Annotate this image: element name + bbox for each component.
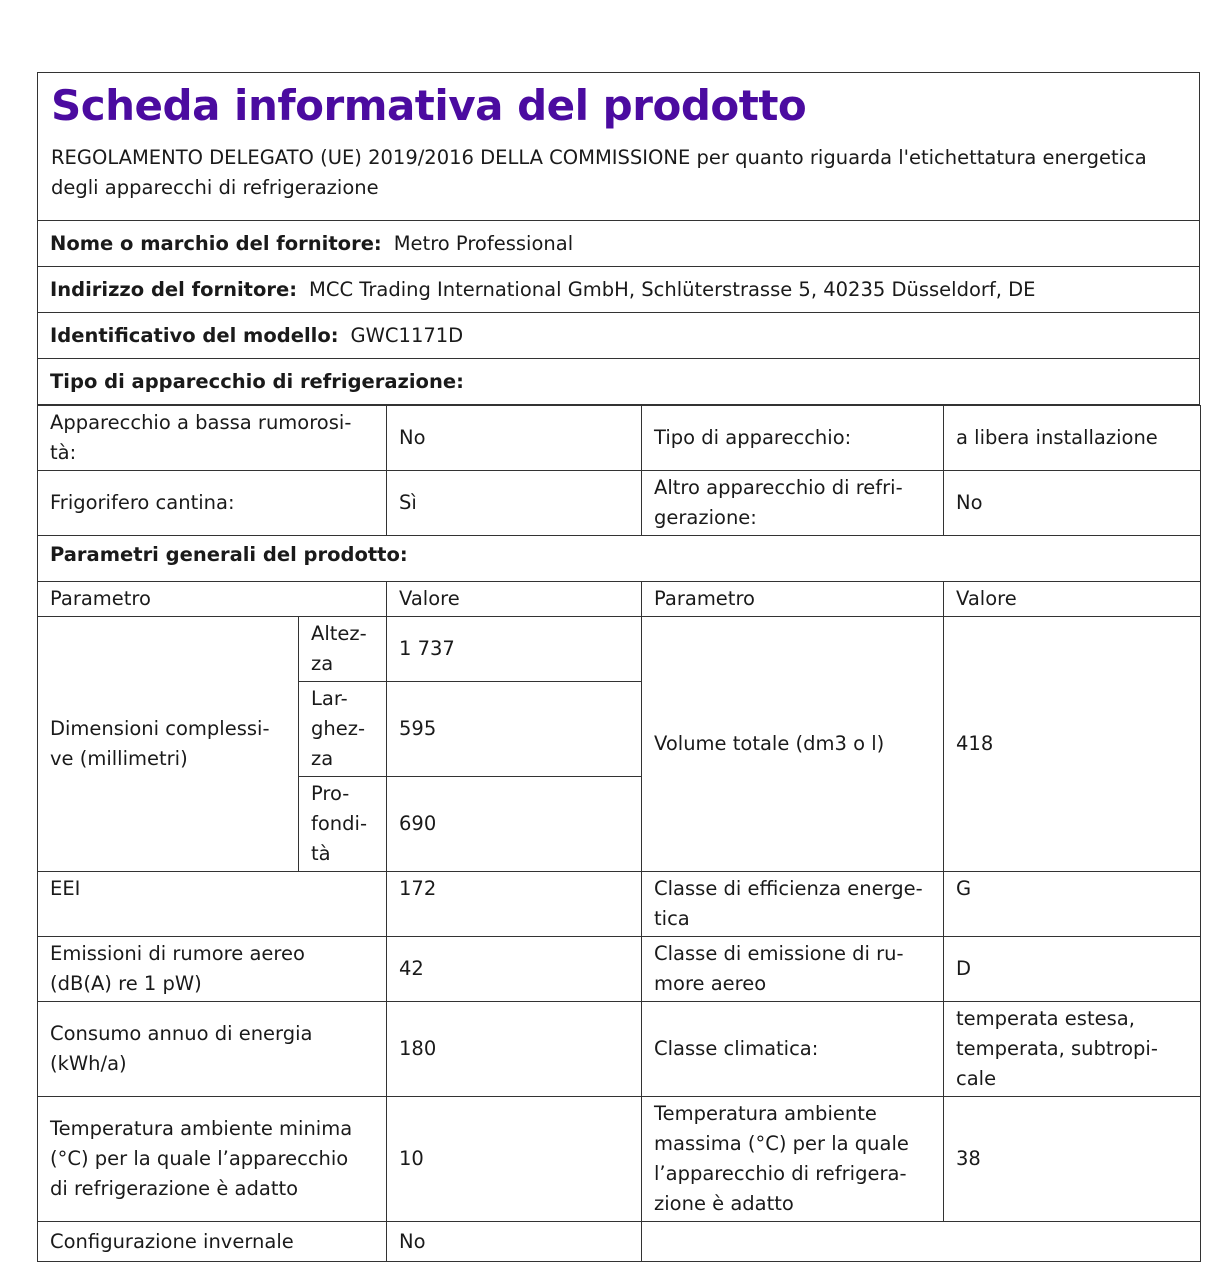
table-row [38,617,1201,682]
dimensions-label: Dimensioni complessi- ve (millimetri) [38,617,299,872]
height-label: Altez- za [299,617,387,682]
wine-cooler-value: Sì [387,471,642,536]
climate-class-value: temperata estesa, temperata, subtropi- cale [944,1002,1201,1097]
table-row [38,1222,1201,1262]
wine-cooler-label: Frigorifero cantina: [38,471,387,536]
table-row [38,937,1201,1002]
noise-class-label: Classe di emissione di ru- more aereo [642,937,944,1002]
supplier-name-value: Metro Professional [393,232,574,255]
low-noise-label: Apparecchio a bassa rumorosi- tà: [38,406,387,471]
column-header-value-2: Valore [944,582,1201,617]
table-row [38,471,1201,536]
product-parameters-table [37,405,1201,1262]
winter-config-value: No [387,1222,642,1262]
winter-config-label: Configurazione invernale [38,1222,387,1262]
column-header-value: Valore [387,582,642,617]
regulation-subtitle [51,143,1187,203]
annual-consumption-value: 180 [387,1002,642,1097]
noise-class-value: D [944,937,1201,1002]
eei-label: EEI [38,872,387,937]
eei-value: 172 [387,872,642,937]
width-value: 595 [387,682,642,777]
supplier-name-label: Nome o marchio del fornitore: [50,232,382,255]
total-volume-value: 418 [944,617,1201,872]
appliance-type-label: Tipo di apparecchio: [642,406,944,471]
depth-value: 690 [387,777,642,872]
min-ambient-temp-label: Temperatura ambiente minima (°C) per la quale l’apparecchio di refrigerazione è adatto [38,1097,387,1222]
other-appliance-label: Altro apparecchio di refri- gerazione: [642,471,944,536]
other-appliance-value: No [944,471,1201,536]
noise-emission-value: 42 [387,937,642,1002]
general-params-heading: Parametri generali del prodotto: [50,543,408,566]
product-info-sheet [37,72,1200,1262]
supplier-address-value: MCC Trading International GmbH, Schlüterstrasse 5, 40235 Düsseldorf, DE [309,278,1036,301]
supplier-address-row [37,267,1200,313]
energy-class-label: Classe di efficienza energe- tica [642,872,944,937]
page-title: Scheda informativa del prodotto [51,81,807,130]
appliance-type-heading: Tipo di apparecchio di refrigerazione: [50,370,464,393]
subtitle-line-1: REGOLAMENTO DELEGATO (UE) 2019/2016 DELLA COMMISSIONE per quanto riguarda l'etichettatura energetica [51,146,1147,169]
noise-emission-label: Emissioni di rumore aereo (dB(A) re 1 pW) [38,937,387,1002]
appliance-type-value: a libera installazione [944,406,1201,471]
column-header-parameter: Parametro [38,582,387,617]
table-row [38,1002,1201,1097]
subtitle-line-2: degli apparecchi di refrigerazione [51,176,379,199]
column-header-parameter-2: Parametro [642,582,944,617]
width-label: Lar- ghez- za [299,682,387,777]
model-id-row [37,313,1200,359]
supplier-name-row [37,221,1200,267]
header-band [37,72,1200,221]
total-volume-label: Volume totale (dm3 o l) [642,617,944,872]
empty-cell [642,1222,1201,1262]
appliance-type-heading-row [37,359,1200,405]
supplier-address-label: Indirizzo del fornitore: [50,278,298,301]
annual-consumption-label: Consumo annuo di energia (kWh/a) [38,1002,387,1097]
model-id-label: Identificativo del modello: [50,324,339,347]
max-ambient-temp-label: Temperatura ambiente massima (°C) per la quale l’apparecchio di refrigera- zione è adatto [642,1097,944,1222]
table-row [38,536,1201,582]
table-row [38,406,1201,471]
min-ambient-temp-value: 10 [387,1097,642,1222]
height-value: 1 737 [387,617,642,682]
max-ambient-temp-value: 38 [944,1097,1201,1222]
depth-label: Pro- fondi- tà [299,777,387,872]
table-row [38,872,1201,937]
table-header-row [38,582,1201,617]
energy-class-value: G [944,872,1201,937]
climate-class-label: Classe climatica: [642,1002,944,1097]
model-id-value: GWC1171D [350,324,464,347]
low-noise-value: No [387,406,642,471]
table-row [38,1097,1201,1222]
